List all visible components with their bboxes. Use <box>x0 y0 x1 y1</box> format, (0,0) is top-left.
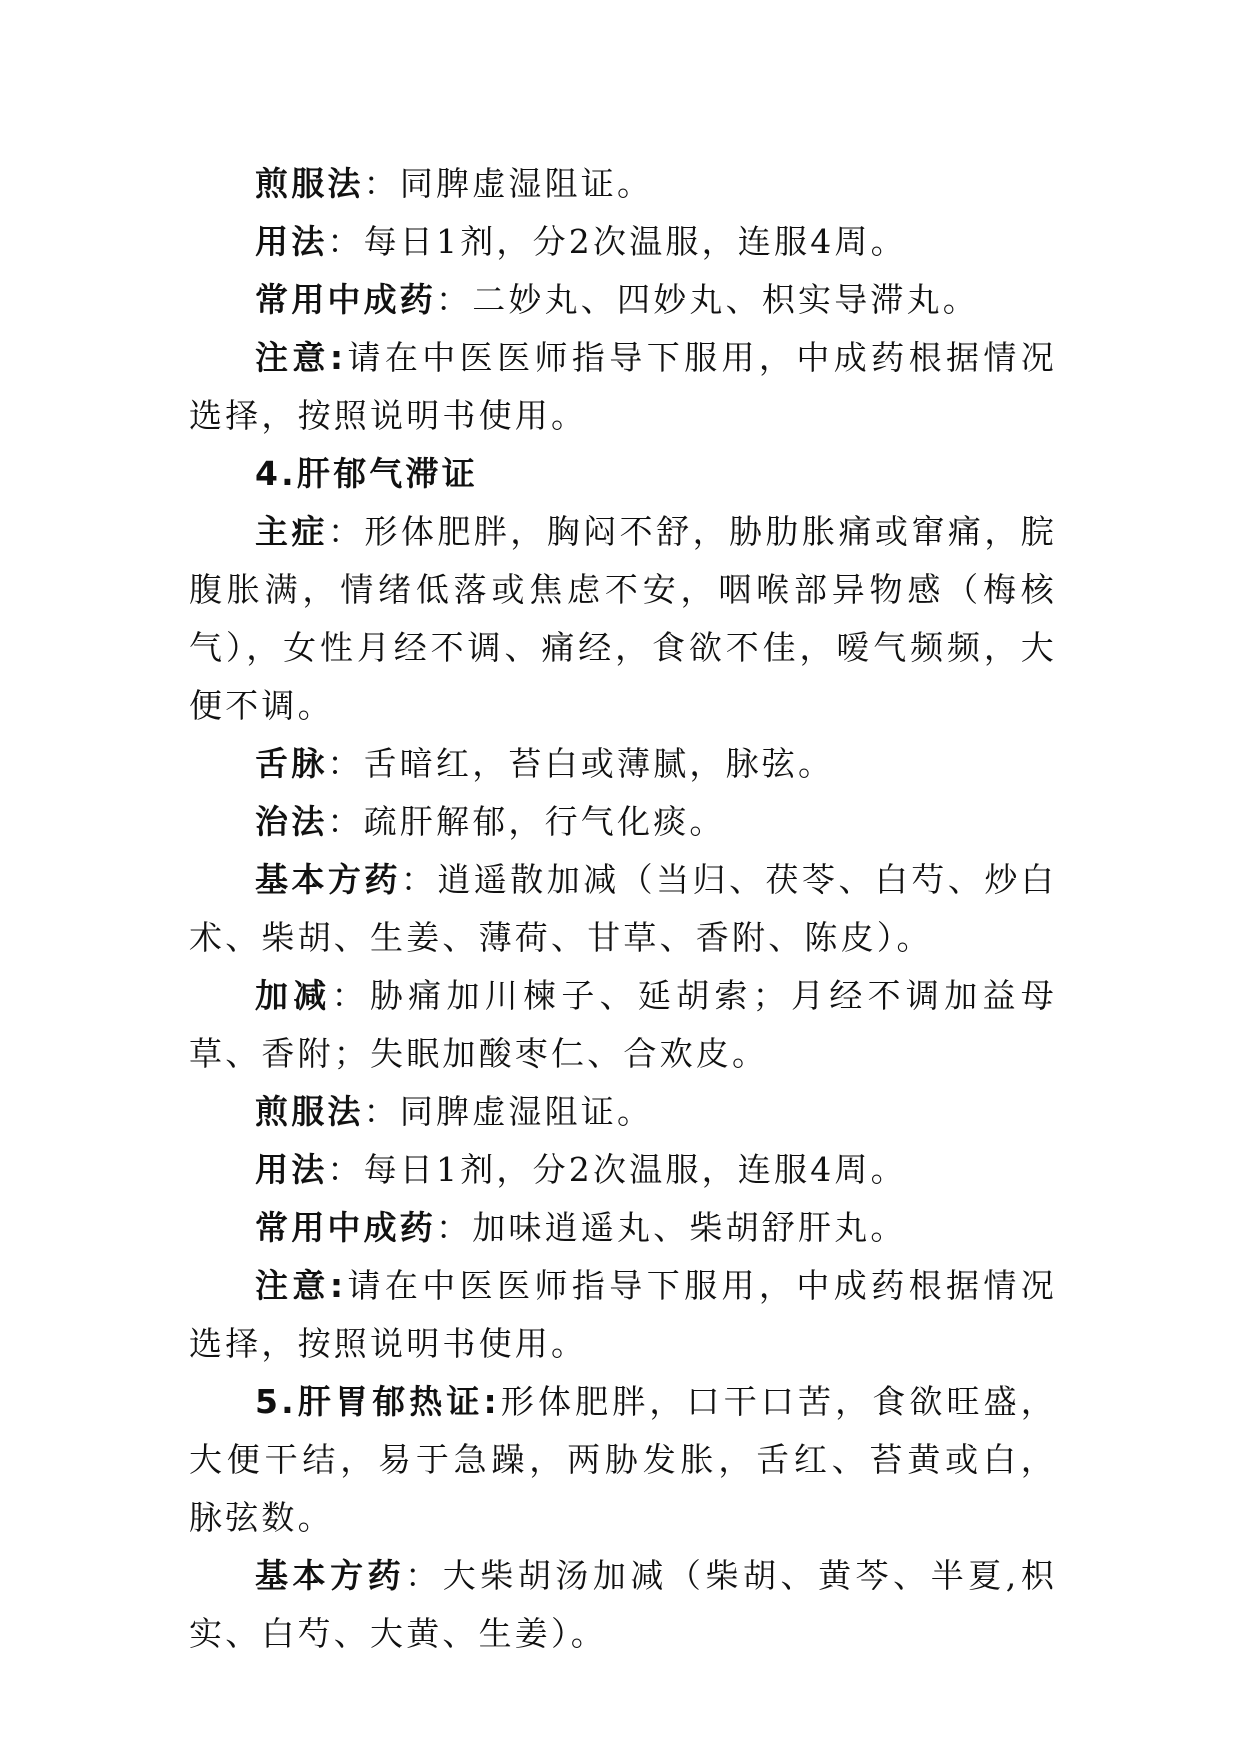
paragraph-usage <box>189 213 1057 271</box>
paragraph-patent-medicine <box>189 271 1057 329</box>
paragraph-patent-medicine <box>189 1199 1057 1257</box>
paragraph-label: 加减 <box>255 976 332 1015</box>
paragraph-label: 用法 <box>255 222 328 261</box>
paragraph-separator: : <box>329 1266 347 1305</box>
paragraph-caution <box>189 329 1057 445</box>
paragraph-decoction-method <box>189 155 1057 213</box>
paragraph-label: 舌脉 <box>255 744 328 783</box>
section-heading-liver-qi-stagnation <box>189 445 1057 503</box>
paragraph-text: 请在中医医师指导下服用，中成药根据情况选择，按照说明书使用。 <box>189 1266 1057 1363</box>
paragraph-text: 同脾虚湿阻证。 <box>399 1092 654 1131</box>
section-heading: 5.肝胃郁热证 <box>255 1382 484 1421</box>
paragraph-tongue-pulse <box>189 735 1057 793</box>
paragraph-label: 治法 <box>255 802 328 841</box>
paragraph-label: 常用中成药 <box>255 1208 436 1247</box>
paragraph-separator: ： <box>400 860 438 899</box>
paragraph-text: 二妙丸、四妙丸、枳实导滞丸。 <box>472 280 980 319</box>
paragraph-text: 形体肥胖，口干口苦，食欲旺盛，大便干结，易于急躁，两胁发胀，舌红、苔黄或白，脉弦数。 <box>189 1382 1057 1537</box>
paragraph-separator: : <box>483 1382 500 1421</box>
document-body <box>189 155 1057 1663</box>
paragraph-text: 每日1剂，分2次温服，连服4周。 <box>363 1150 907 1189</box>
paragraph-label: 煎服法 <box>255 1092 364 1131</box>
paragraph-caution <box>189 1257 1057 1373</box>
section-liver-stomach-heat <box>189 1373 1057 1547</box>
paragraph-separator: ： <box>327 802 364 841</box>
paragraph-text: 每日1剂，分2次温服，连服4周。 <box>363 222 907 261</box>
paragraph-separator: ： <box>327 744 364 783</box>
paragraph-separator: ： <box>363 164 400 203</box>
paragraph-treatment-principle <box>189 793 1057 851</box>
paragraph-text: 形体肥胖，胸闷不舒，胁肋胀痛或窜痛，脘腹胀满，情绪低落或焦虑不安，咽喉部异物感（梅核气），女性月经不调、痛经，食欲不佳，嗳气频频，大便不调。 <box>189 512 1057 725</box>
paragraph-separator: ： <box>327 222 364 261</box>
paragraph-separator: ： <box>436 280 473 319</box>
paragraph-usage <box>189 1141 1057 1199</box>
paragraph-text: 疏肝解郁，行气化痰。 <box>363 802 726 841</box>
paragraph-separator: ： <box>327 512 365 551</box>
paragraph-text: 逍遥散加减（当归、茯苓、白芍、炒白术、柴胡、生姜、薄荷、甘草、香附、陈皮）。 <box>189 860 1057 957</box>
paragraph-label: 注意 <box>255 1266 330 1305</box>
paragraph-separator: ： <box>327 1150 364 1189</box>
paragraph-label: 基本方药 <box>255 860 401 899</box>
paragraph-separator: ： <box>363 1092 400 1131</box>
paragraph-modifications <box>189 967 1057 1083</box>
paragraph-separator: ： <box>405 1556 443 1595</box>
paragraph-text: 请在中医医师指导下服用，中成药根据情况选择，按照说明书使用。 <box>189 338 1057 435</box>
paragraph-separator: ： <box>331 976 370 1015</box>
paragraph-main-symptoms <box>189 503 1057 735</box>
paragraph-label: 煎服法 <box>255 164 364 203</box>
paragraph-basic-prescription <box>189 851 1057 967</box>
paragraph-text: 加味逍遥丸、柴胡舒肝丸。 <box>472 1208 907 1247</box>
paragraph-label: 基本方药 <box>255 1556 406 1595</box>
paragraph-decoction-method <box>189 1083 1057 1141</box>
paragraph-label: 主症 <box>255 512 328 551</box>
section-heading: 4.肝郁气滞证 <box>255 454 478 493</box>
paragraph-label: 常用中成药 <box>255 280 436 319</box>
paragraph-label: 注意 <box>255 338 330 377</box>
paragraph-text: 胁痛加川楝子、延胡索；月经不调加益母草、香附；失眠加酸枣仁、合欢皮。 <box>189 976 1057 1073</box>
paragraph-separator: ： <box>436 1208 473 1247</box>
paragraph-text: 大柴胡汤加减（柴胡、黄芩、半夏,枳实、白芍、大黄、生姜）。 <box>189 1556 1057 1653</box>
paragraph-basic-prescription <box>189 1547 1057 1663</box>
paragraph-text: 舌暗红，苔白或薄腻，脉弦。 <box>363 744 835 783</box>
paragraph-label: 用法 <box>255 1150 328 1189</box>
paragraph-text: 同脾虚湿阻证。 <box>399 164 654 203</box>
paragraph-separator: : <box>329 338 347 377</box>
